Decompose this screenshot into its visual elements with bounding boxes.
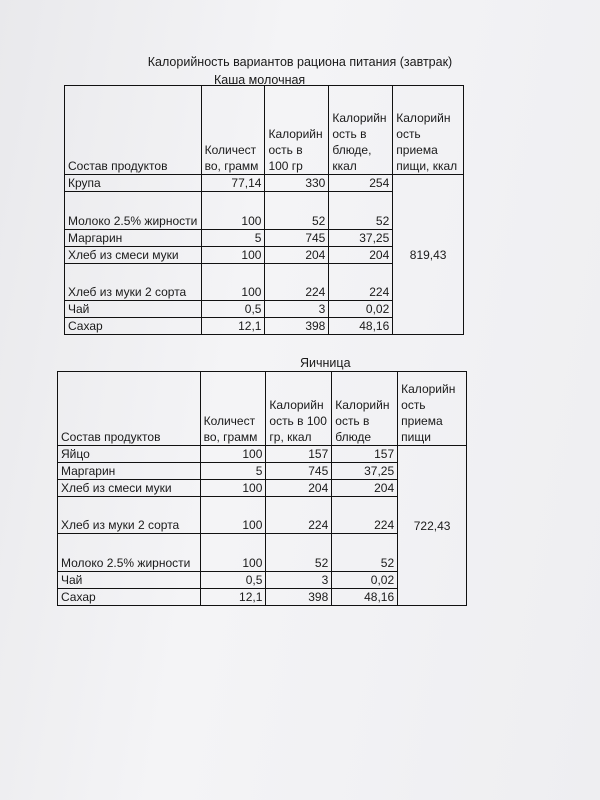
kcal100-cell: 52 [265, 192, 329, 230]
kcal-dish-cell: 204 [329, 247, 393, 264]
kcal100-cell: 224 [266, 497, 332, 534]
product-name: Крупа [65, 175, 202, 192]
kcal-dish-cell: 0,02 [329, 301, 393, 318]
quantity-cell: 12,1 [201, 318, 265, 335]
kcal-dish-cell: 52 [332, 534, 398, 572]
quantity-cell: 100 [200, 480, 266, 497]
kcal100-cell: 330 [265, 175, 329, 192]
table1-meal-total: 819,43 [393, 175, 464, 335]
kcal-dish-cell: 52 [329, 192, 393, 230]
kcal100-cell: 398 [265, 318, 329, 335]
product-name: Маргарин [65, 230, 202, 247]
kcal-dish-cell: 224 [329, 264, 393, 301]
quantity-cell: 100 [201, 247, 265, 264]
table1-header-cell: Количест во, грамм [201, 86, 265, 175]
table2-header-cell: Калорийн ость в 100 гр, ккал [266, 372, 332, 446]
kcal-dish-cell: 48,16 [329, 318, 393, 335]
kcal100-cell: 204 [265, 247, 329, 264]
kcal100-cell: 52 [266, 534, 332, 572]
kcal100-cell: 745 [266, 463, 332, 480]
kcal-dish-cell: 157 [332, 446, 398, 463]
product-name: Молоко 2.5% жирности [65, 192, 202, 230]
quantity-cell: 77,14 [201, 175, 265, 192]
kcal-dish-cell: 37,25 [329, 230, 393, 247]
product-name: Сахар [58, 589, 201, 606]
kcal-dish-cell: 48,16 [332, 589, 398, 606]
table2-meal-total: 722,43 [398, 446, 467, 606]
table1 [64, 85, 464, 335]
quantity-cell: 12,1 [200, 589, 266, 606]
product-name: Чай [58, 572, 201, 589]
table2-subtitle: Яичница [300, 356, 351, 370]
quantity-cell: 100 [201, 264, 265, 301]
kcal-dish-cell: 0,02 [332, 572, 398, 589]
product-name: Маргарин [58, 463, 201, 480]
kcal100-cell: 745 [265, 230, 329, 247]
product-name: Хлеб из смеси муки [65, 247, 202, 264]
kcal100-cell: 224 [265, 264, 329, 301]
quantity-cell: 100 [200, 497, 266, 534]
table2-header-cell: Состав продуктов [58, 372, 201, 446]
document-title: Калорийность вариантов рациона питания (завтрак) [147, 55, 453, 69]
product-name: Молоко 2.5% жирности [58, 534, 201, 572]
kcal-dish-cell: 37,25 [332, 463, 398, 480]
product-name: Чай [65, 301, 202, 318]
quantity-cell: 100 [201, 192, 265, 230]
table-row [58, 446, 467, 463]
table2-header-cell: Калорийн ость приема пищи [398, 372, 467, 446]
kcal100-cell: 157 [266, 446, 332, 463]
table2-header-cell: Калорийн ость в блюде [332, 372, 398, 446]
quantity-cell: 5 [201, 230, 265, 247]
kcal100-cell: 398 [266, 589, 332, 606]
kcal100-cell: 3 [265, 301, 329, 318]
table1-header-cell: Состав продуктов [65, 86, 202, 175]
table1-subtitle: Каша молочная [214, 73, 306, 87]
product-name: Хлеб из смеси муки [58, 480, 201, 497]
quantity-cell: 0,5 [201, 301, 265, 318]
table1-header-cell: Калорийн ость в 100 гр [265, 86, 329, 175]
table1-header-cell: Калорийн ость приема пищи, ккал [393, 86, 464, 175]
table1-header-row [65, 86, 464, 175]
product-name: Яйцо [58, 446, 201, 463]
table2-header-cell: Количест во, грамм [200, 372, 266, 446]
kcal100-cell: 204 [266, 480, 332, 497]
product-name: Сахар [65, 318, 202, 335]
quantity-cell: 0,5 [200, 572, 266, 589]
kcal100-cell: 3 [266, 572, 332, 589]
product-name: Хлеб из муки 2 сорта [65, 264, 202, 301]
quantity-cell: 5 [200, 463, 266, 480]
kcal-dish-cell: 224 [332, 497, 398, 534]
table-row [65, 175, 464, 192]
table1-header-cell: Калорийн ость в блюде, ккал [329, 86, 393, 175]
quantity-cell: 100 [200, 534, 266, 572]
quantity-cell: 100 [200, 446, 266, 463]
table2-header-row [58, 372, 467, 446]
kcal-dish-cell: 254 [329, 175, 393, 192]
kcal-dish-cell: 204 [332, 480, 398, 497]
table2 [57, 371, 467, 606]
product-name: Хлеб из муки 2 сорта [58, 497, 201, 534]
